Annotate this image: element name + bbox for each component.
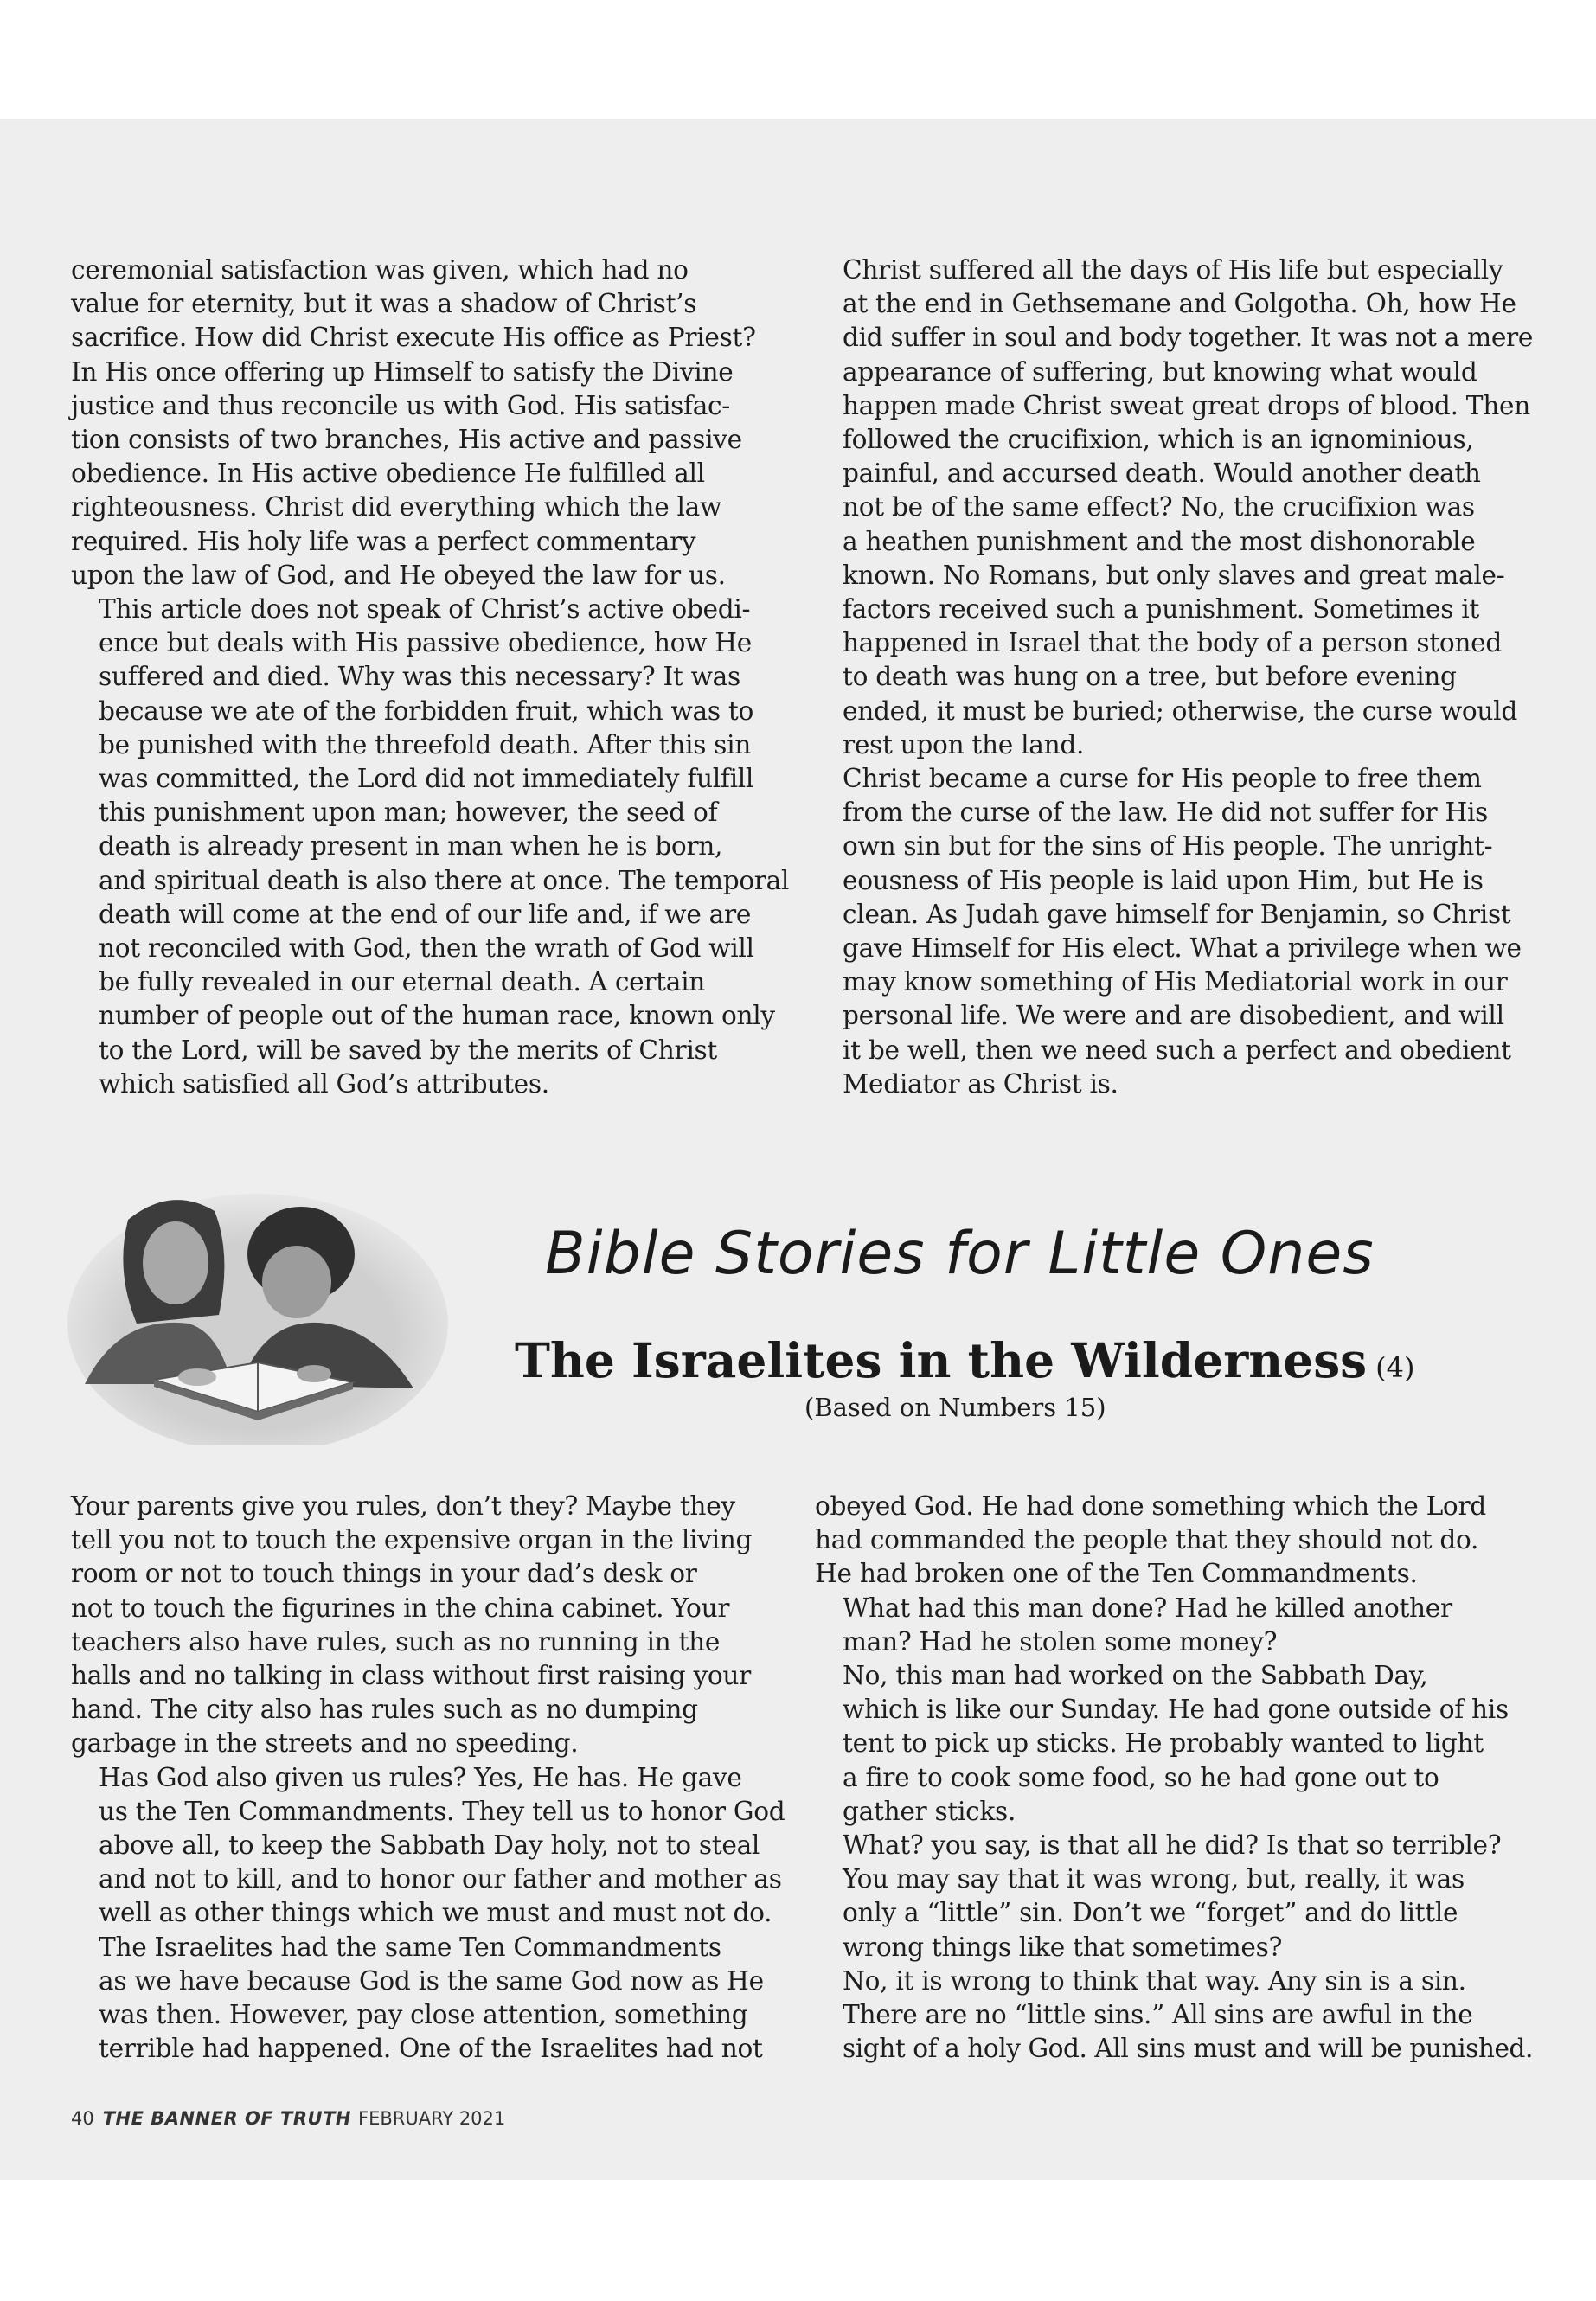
- text-line: justice and thus reconcile us with God. His satisfac-: [71, 390, 731, 420]
- text-line: which is like our Sunday. He had gone outside of his: [843, 1695, 1509, 1725]
- text-line: Has God also given us rules? Yes, He has. He gave: [99, 1762, 742, 1792]
- text-line: followed the crucifixion, which is an ignominious,: [843, 425, 1474, 455]
- text-line: happened in Israel that the body of a person stoned: [843, 628, 1503, 658]
- text-line: at the end in Gethsemane and Golgotha. Oh, how He: [843, 289, 1516, 319]
- text-line: What? you say, is that all he did? Is that so terrible?: [843, 1830, 1502, 1861]
- children-reading-photo: [67, 1185, 448, 1445]
- text-line: Mediator as Christ is.: [843, 1068, 1118, 1099]
- text-line: eousness of His people is laid upon Him, but He is: [843, 865, 1484, 895]
- text-line: upon the law of God, and He obeyed the law for us.: [71, 560, 726, 590]
- text-line: obeyed God. He had done something which the Lord: [815, 1491, 1486, 1521]
- text-line: No, this man had worked on the Sabbath Day,: [843, 1661, 1428, 1691]
- story-column-left: [71, 1490, 789, 2066]
- text-line: to the Lord, will be saved by the merits of Christ: [99, 1035, 717, 1065]
- paragraph: [71, 593, 789, 1101]
- text-line: appearance of suffering, but knowing what would: [843, 356, 1477, 387]
- text-line: obedience. In His active obedience He fulfilled all: [71, 458, 705, 489]
- text-line: which satisfied all God’s attributes.: [99, 1068, 549, 1099]
- page-footer: [71, 2108, 505, 2129]
- text-line: to death was hung on a tree, but before evening: [843, 662, 1457, 692]
- text-line: not reconciled with God, then the wrath of God will: [99, 933, 754, 964]
- text-line: sacrifice. How did Christ execute His office as Priest?: [71, 323, 756, 353]
- text-line: wrong things like that sometimes?: [843, 1932, 1283, 1962]
- text-line: suffered and died. Why was this necessary? It was: [99, 662, 740, 692]
- text-line: gave Himself for His elect. What a privilege when we: [843, 933, 1522, 964]
- text-line: was then. However, pay close attention, something: [99, 2000, 748, 2030]
- paragraph: [815, 1659, 1533, 1829]
- story-title-text: The Israelites in the Wilderness: [515, 1332, 1368, 1388]
- text-line: personal life. We were and are disobedient, and will: [843, 1001, 1504, 1031]
- paragraph: [815, 1965, 1533, 2067]
- text-line: ceremonial satisfaction was given, which had no: [71, 255, 689, 285]
- text-line: from the curse of the law. He did not suffer for His: [843, 798, 1489, 828]
- page-number: 40: [71, 2108, 94, 2129]
- text-line: death is already present in man when he is born,: [99, 831, 723, 862]
- text-line: had commanded the people that they should not do.: [815, 1525, 1479, 1555]
- article-column-left: [71, 253, 789, 1101]
- story-title: [515, 1332, 1466, 1388]
- text-line: ence but deals with His passive obedience, how He: [99, 628, 753, 658]
- text-line: He had broken one of the Ten Commandments.: [815, 1559, 1418, 1589]
- text-line: clean. As Judah gave himself for Benjamin, so Christ: [843, 899, 1511, 929]
- article-column-right: [815, 253, 1533, 1101]
- text-line: room or not to touch things in your dad’s desk or: [71, 1559, 697, 1589]
- text-line: The Israelites had the same Ten Commandments: [99, 1932, 721, 1962]
- story-subtitle: (Based on Numbers 15): [804, 1393, 1106, 1422]
- text-line: well as other things which we must and must not do.: [99, 1898, 772, 1928]
- paragraph: [71, 1761, 789, 1931]
- text-line: man? Had he stolen some money?: [843, 1626, 1278, 1657]
- text-line: required. His holy life was a perfect commentary: [71, 526, 696, 556]
- text-line: a fire to cook some food, so he had gone out to: [843, 1762, 1439, 1792]
- text-line: only a “little” sin. Don’t we “forget” and do little: [843, 1898, 1458, 1928]
- text-line: death will come at the end of our life and, if we are: [99, 899, 752, 929]
- paragraph: [815, 762, 1533, 1101]
- text-line: gather sticks.: [843, 1796, 1016, 1826]
- text-line: ended, it must be buried; otherwise, the curse would: [843, 695, 1517, 726]
- text-line: tell you not to touch the expensive organ in the living: [71, 1525, 753, 1555]
- section-title: Bible Stories for Little Ones: [545, 1220, 1375, 1288]
- text-line: a heathen punishment and the most dishonorable: [843, 526, 1476, 556]
- text-line: was committed, the Lord did not immediately fulfill: [99, 764, 754, 794]
- story-part-number: (4): [1375, 1351, 1415, 1384]
- text-line: teachers also have rules, such as no running in the: [71, 1626, 721, 1657]
- text-line: known. No Romans, but only slaves and great male-: [843, 560, 1505, 590]
- text-line: it be well, then we need such a perfect and obedient: [843, 1035, 1511, 1065]
- text-line: righteousness. Christ did everything which the law: [71, 492, 722, 522]
- text-line: sight of a holy God. All sins must and will be punished.: [843, 2034, 1533, 2064]
- text-line: be punished with the threefold death. After this sin: [99, 729, 751, 760]
- text-line: halls and no talking in class without first raising your: [71, 1661, 752, 1691]
- text-line: be fully revealed in our eternal death. A certain: [99, 967, 706, 997]
- text-line: tent to pick up sticks. He probably wanted to light: [843, 1728, 1484, 1759]
- text-line: In His once offering up Himself to satisfy the Divine: [71, 356, 734, 387]
- text-line: and spiritual death is also there at once. The temporal: [99, 865, 789, 895]
- paragraph: [71, 1490, 789, 1761]
- text-line: This article does not speak of Christ’s active obedi-: [99, 594, 751, 625]
- text-line: rest upon the land.: [843, 729, 1085, 760]
- text-line: Christ suffered all the days of His life but especially: [843, 255, 1503, 285]
- text-line: and not to kill, and to honor our father and mother as: [99, 1864, 782, 1894]
- publication-name: THE BANNER OF TRUTH: [102, 2108, 351, 2129]
- story-column-right: [815, 1490, 1533, 2066]
- text-line: not to touch the figurines in the china cabinet. Your: [71, 1593, 730, 1623]
- text-line: this punishment upon man; however, the seed of: [99, 798, 718, 828]
- text-line: Your parents give you rules, don’t they? Maybe they: [71, 1491, 735, 1521]
- paragraph: [815, 253, 1533, 762]
- text-line: garbage in the streets and no speeding.: [71, 1728, 579, 1759]
- text-line: did suffer in soul and body together. It was not a mere: [843, 323, 1533, 353]
- text-line: terrible had happened. One of the Israelites had not: [99, 2034, 763, 2064]
- text-line: There are no “little sins.” All sins are awful in the: [843, 2000, 1473, 2030]
- text-line: above all, to keep the Sabbath Day holy, not to steal: [99, 1830, 760, 1861]
- text-line: No, it is wrong to think that way. Any sin is a sin.: [843, 1965, 1466, 1996]
- issue-date: FEBRUARY 2021: [357, 2108, 506, 2129]
- text-line: value for eternity, but it was a shadow of Christ’s: [71, 289, 697, 319]
- text-line: number of people out of the human race, known only: [99, 1001, 775, 1031]
- text-line: own sin but for the sins of His people. The unright-: [843, 831, 1493, 862]
- text-line: You may say that it was wrong, but, really, it was: [843, 1864, 1465, 1894]
- text-line: may know something of His Mediatorial work in our: [843, 967, 1508, 997]
- paragraph: [815, 1490, 1533, 1592]
- text-line: because we ate of the forbidden fruit, which was to: [99, 695, 753, 726]
- paragraph: [815, 1829, 1533, 1965]
- text-line: not be of the same effect? No, the crucifixion was: [843, 492, 1475, 522]
- paragraph: [815, 1592, 1533, 1659]
- text-line: What had this man done? Had he killed another: [843, 1593, 1452, 1623]
- text-line: us the Ten Commandments. They tell us to honor God: [99, 1796, 785, 1826]
- paragraph: [71, 253, 789, 593]
- text-line: as we have because God is the same God now as He: [99, 1965, 764, 1996]
- text-line: happen made Christ sweat great drops of blood. Then: [843, 390, 1530, 420]
- paragraph: [71, 1931, 789, 2067]
- text-line: painful, and accursed death. Would another death: [843, 458, 1481, 489]
- text-line: tion consists of two branches, His active and passive: [71, 425, 742, 455]
- text-line: Christ became a curse for His people to free them: [843, 764, 1482, 794]
- text-line: factors received such a punishment. Sometimes it: [843, 594, 1480, 625]
- text-line: hand. The city also has rules such as no dumping: [71, 1695, 698, 1725]
